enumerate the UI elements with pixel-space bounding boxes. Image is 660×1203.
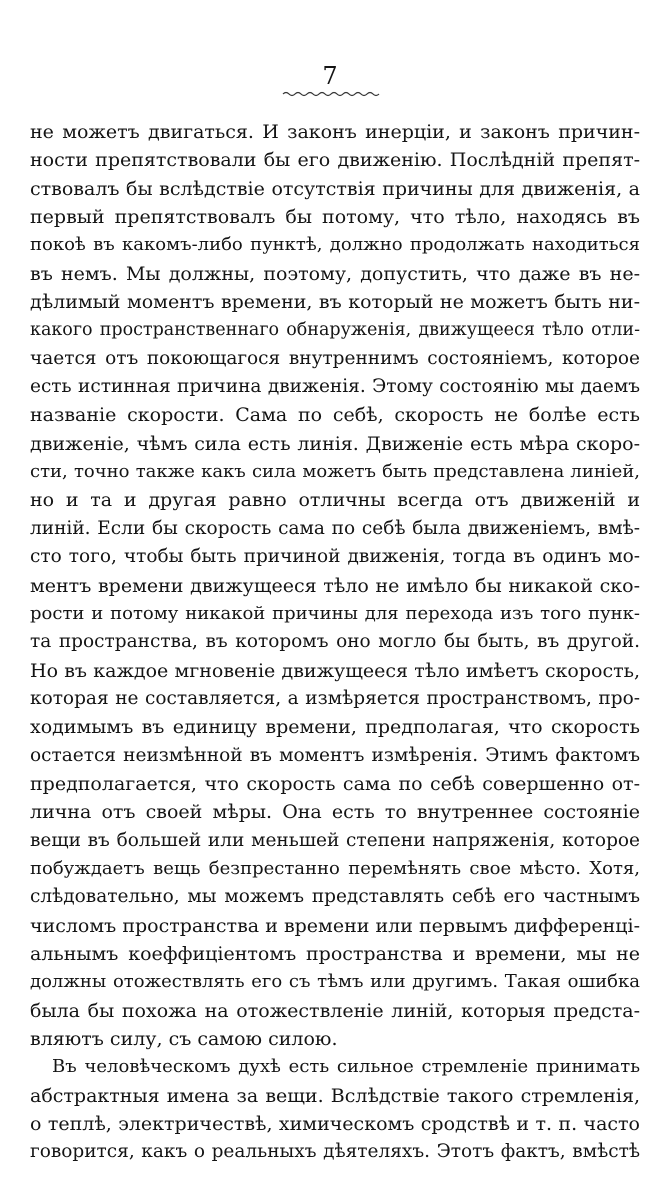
text-line: чается отъ покоющагося внутреннимъ состояніемъ, которое <box>30 347 640 369</box>
text-line: покоѣ въ какомъ-либо пунктѣ, должно продолжать находиться <box>30 234 640 256</box>
text-line: сти, точно также какъ сила можетъ быть представлена линіей, <box>30 461 640 483</box>
text-line: была бы похожа на отожествленіе линій, которыя предста- <box>30 999 640 1022</box>
text-line: вещи въ большей или меньшей степени напряженія, которое <box>30 829 640 851</box>
text-line: Но въ каждое мгновеніе движущееся тѣло имѣетъ скорость, <box>30 659 640 682</box>
text-line: должны отожествлять его съ тѣмъ или другимъ. Такая ошибка <box>30 971 640 993</box>
text-line: линій. Если бы скорость сама по себѣ была движеніемъ, вмѣ- <box>30 517 640 539</box>
text-line: которая не составляется, а измѣряется пространствомъ, про- <box>30 687 640 709</box>
page-number: 7 <box>322 62 338 90</box>
text-line: но и та и другая равно отличны всегда отъ движеній и <box>30 489 640 512</box>
text-line: сто того, чтобы быть причиной движенія, тогда въ одинъ мо- <box>30 546 640 568</box>
text-line: движеніе, чѣмъ сила есть линія. Движеніе есть мѣра скоро- <box>30 432 640 455</box>
text-line: въ немъ. Мы должны, поэтому, допустить, что даже въ не- <box>30 262 640 285</box>
text-line: о теплѣ, электричествѣ, химическомъ сродствѣ и т. п. часто <box>30 1113 640 1136</box>
text-line: есть истинная причина движенія. Этому состоянію мы даемъ <box>30 376 640 398</box>
text-line: дѣлимый моментъ времени, въ который не можетъ быть ни- <box>30 291 640 314</box>
text-line: абстрактныя имена за вещи. Вслѣдствіе такого стремленія, <box>30 1084 640 1107</box>
text-line: ментъ времени движущееся тѣло не имѣло бы никакой ско- <box>30 574 640 597</box>
text-line: названіе скорости. Сама по себѣ, скорость не болѣе есть <box>30 404 640 427</box>
text-line: ствовалъ бы вслѣдствіе отсутствія причины для движенія, а <box>30 177 640 200</box>
text-line: предполагается, что скорость сама по себѣ совершенно от- <box>30 772 640 795</box>
text-line: альнымъ коеффиціентомъ пространства и времени, мы не <box>30 942 640 965</box>
text-line: не можетъ двигаться. И законъ инерціи, и законъ причин- <box>30 121 640 143</box>
text-line: та пространства, въ которомъ оно могло бы быть, въ другой. <box>30 631 640 653</box>
text-line: первый препятствовалъ бы потому, что тѣло, находясь въ <box>30 206 640 229</box>
body-text <box>30 118 640 1167</box>
text-line: остается неизмѣнной въ моментъ измѣренія. Этимъ фактомъ <box>30 744 640 766</box>
text-line: лична отъ своей мѣры. Она есть то внутреннее состояніе <box>30 801 640 824</box>
text-line: ности препятствовали бы его движенію. Послѣдній препят- <box>30 149 640 172</box>
text-line: слѣдовательно, мы можемъ представлять себѣ его частнымъ <box>30 886 640 908</box>
text-line: какого пространственнаго обнаруженія, движущееся тѣло отли- <box>30 320 640 341</box>
text-line: говорится, какъ о реальныхъ дѣятеляхъ. Этотъ фактъ, вмѣстѣ <box>30 1141 640 1163</box>
decorative-rule-icon <box>282 90 380 98</box>
text-line: Въ человѣческомъ духѣ есть сильное стремленіе принимать <box>52 1056 640 1078</box>
text-line: вляютъ силу, съ самою силою. <box>30 1028 338 1050</box>
text-line: побуждаетъ вещь безпрестанно перемѣнять свое мѣсто. Хотя, <box>30 857 640 879</box>
text-line: ходимымъ въ единицу времени, предполагая, что скорость <box>30 716 640 739</box>
text-line: числомъ пространства и времени или первымъ дифференці- <box>30 914 640 937</box>
text-line: рости и потому никакой причины для перехода изъ того пунк- <box>30 602 640 624</box>
